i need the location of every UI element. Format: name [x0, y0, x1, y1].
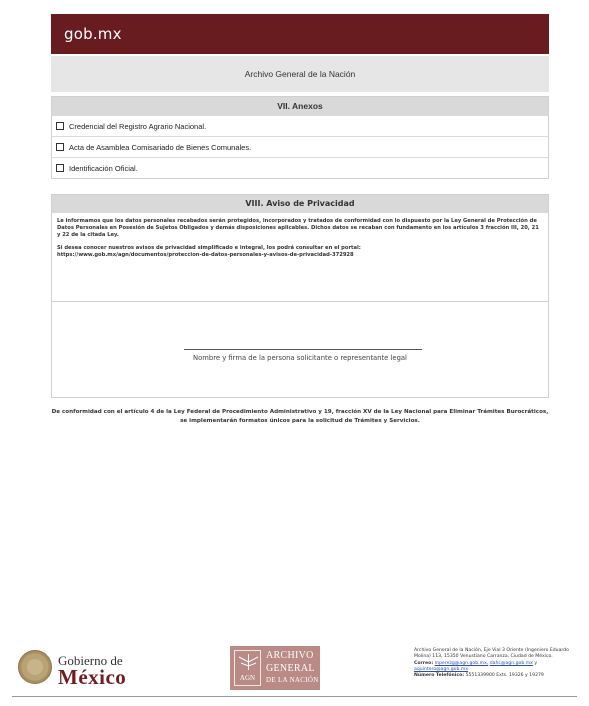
privacy-title: VIII. Aviso de Privacidad: [52, 195, 548, 213]
anexo-item: [52, 157, 548, 178]
anexo-checkbox[interactable]: [56, 122, 64, 130]
agn-emblem-icon: [234, 650, 261, 686]
phone-number: 5551339900 Exts. 19326 y 19279: [465, 673, 544, 679]
section-divider: [52, 301, 548, 302]
agn-word-general: GENERAL: [266, 663, 315, 674]
privacy-section: [51, 194, 549, 398]
agn-word-archivo: ARCHIVO: [266, 650, 314, 661]
gob-logo-line1: Gobierno de: [58, 653, 123, 668]
gobmx-logo-text[interactable]: gob.mx: [64, 25, 122, 43]
privacy-paragraph: Le informamos que los datos personales recabados serán protegidos, incorporados y tratados de conformidad con lo dispuesto por la Ley General de Protección de Datos Personales en Posesión de Sujetos Obligados y demás disposiciones aplicables. Dichos datos se recaban con fundamento en los artículos 3 fracción III, 20, 21 y 22 de la citada Ley.: [57, 218, 539, 239]
anexo-label: Credencial del Registro Agrario Nacional.: [69, 121, 207, 131]
agn-logo: [230, 646, 320, 690]
privacy-portal-url[interactable]: https://www.gob.mx/agn/documentos/proteccion-de-datos-personales-y-avisos-de-privacidad-372928: [57, 251, 354, 258]
anexos-title: VII. Anexos: [52, 97, 548, 115]
correo-label: Correo:: [414, 660, 434, 666]
national-seal-icon: [18, 650, 52, 684]
contact-address: Archivo General de la Nación, Eje Vial 3 Oriente (Ingeniero Eduardo Molina) 113, 15350 Venustiano Carranza, Ciudad de México.: [414, 648, 569, 660]
agn-word-nacion: DE LA NACIÓN: [266, 676, 319, 684]
agn-bird-icon: [237, 653, 260, 671]
footer-rule: [12, 696, 577, 697]
anexo-label: Acta de Asamblea Comisariado de Bienes Comunales.: [69, 142, 252, 152]
anexo-item: [52, 136, 548, 157]
legal-note: De conformidad con el artículo 4 de la Ley Federal de Procedimiento Administrativo y 19, fracción XV de la Ley Nacional para Eliminar Trámites Burocráticos, se implementarán formatos únicos para la solicitud de Trámites y Servicios.: [51, 409, 549, 424]
anexo-checkbox[interactable]: [56, 143, 64, 151]
gobmx-header: [51, 14, 549, 54]
contact-phone: [414, 673, 576, 679]
email-and: y: [534, 660, 538, 666]
email-link[interactable]: mperezg@agn.gob.mx,: [434, 660, 489, 666]
institution-banner: [51, 56, 549, 92]
phone-label: Número Telefónico:: [414, 673, 465, 679]
agn-letters: AGN: [239, 674, 256, 682]
signature-line: [184, 349, 422, 350]
email-link[interactable]: aquintero@agn.gob.mx: [414, 666, 469, 672]
anexo-item: [52, 115, 548, 136]
footer: [0, 640, 589, 696]
gob-logo-line2: México: [58, 665, 127, 689]
institution-name: Archivo General de la Nación: [244, 69, 356, 79]
contact-emails: [414, 661, 576, 674]
privacy-text: [52, 213, 548, 259]
anexo-checkbox[interactable]: [56, 164, 64, 172]
anexos-section: [51, 96, 549, 179]
contact-info: [414, 648, 576, 679]
signature-label: Nombre y firma de la persona solicitante o representante legal: [193, 354, 407, 362]
email-link[interactable]: dahc@agn.gob.mx: [489, 660, 533, 666]
privacy-portal-paragraph: [57, 245, 543, 259]
gobierno-de-mexico-logo: [16, 648, 156, 688]
anexo-label: Identificación Oficial.: [69, 163, 138, 173]
privacy-portal-intro: Si desea conocer nuestros avisos de privacidad simplificado e integral, los podrá consultar en el portal:: [57, 244, 361, 251]
